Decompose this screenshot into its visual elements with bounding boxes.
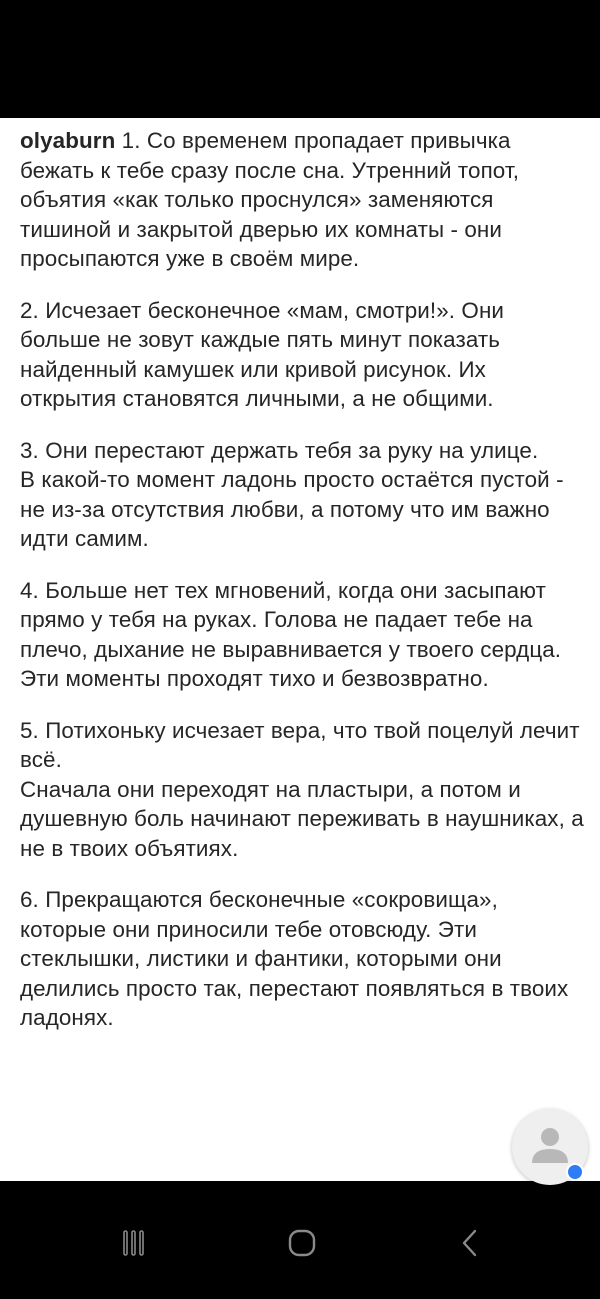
recents-icon [120,1228,148,1258]
back-button[interactable] [440,1218,500,1268]
caption-paragraph-3 [20,436,586,554]
caption-paragraph-4 [20,576,586,694]
caption-text: Сначала они переходят на пластыри, а потом и душевную боль начинают переживать в наушниках, а не в твоих объятиях. [20,776,584,861]
status-bar [0,0,600,118]
post-caption [20,126,586,1055]
caption-paragraph-1 [20,126,586,274]
caption-paragraph-5 [20,716,586,864]
caption-paragraph-6 [20,885,586,1033]
caption-text: 6. Прекращаются бесконечные «сокровища», которые они приносили тебе отовсюду. Эти стеклышки, листики и фантики, которыми они делились просто так, перестают появляться в твоих ладонях. [20,887,569,1030]
post-caption-view[interactable] [0,118,600,1181]
caption-text: 1. Со временем пропадает привычка бежать к тебе сразу после сна. Утренний топот, объятия «как только проснулся» заменяются тишиной и закрытой дверью их комнаты - они просыпаются уже в своём мире. [20,128,520,271]
navigation-bar [0,1181,600,1299]
username-link[interactable]: olyaburn [20,128,116,153]
caption-text: В какой-то момент ладонь просто остаётся пустой - не из-за отсутствия любви, а потому что им важно идти самим. [20,467,564,551]
caption-paragraph-2 [20,296,586,414]
caption-text: 3. Они перестают держать тебя за руку на улице. [20,437,539,463]
recents-button[interactable] [104,1218,164,1268]
notification-badge [566,1163,584,1181]
back-icon [458,1227,482,1259]
home-button[interactable] [272,1218,332,1268]
caption-text: 5. Потихоньку исчезает вера, что твой поцелуй лечит всё. [20,717,580,772]
caption-text: 2. Исчезает бесконечное «мам, смотри!». Они больше не зовут каждые пять минут показать найденный камушек или кривой рисунок. Их открытия становятся личными, а не общими. [20,297,505,411]
home-icon [287,1228,317,1258]
caption-text: 4. Больше нет тех мгновений, когда они засыпают прямо у тебя на руках. Голова не падает тебе на плечо, дыхание не выравнивается у твоего сердца. Эти моменты проходят тихо и безвозвратно. [20,577,562,691]
